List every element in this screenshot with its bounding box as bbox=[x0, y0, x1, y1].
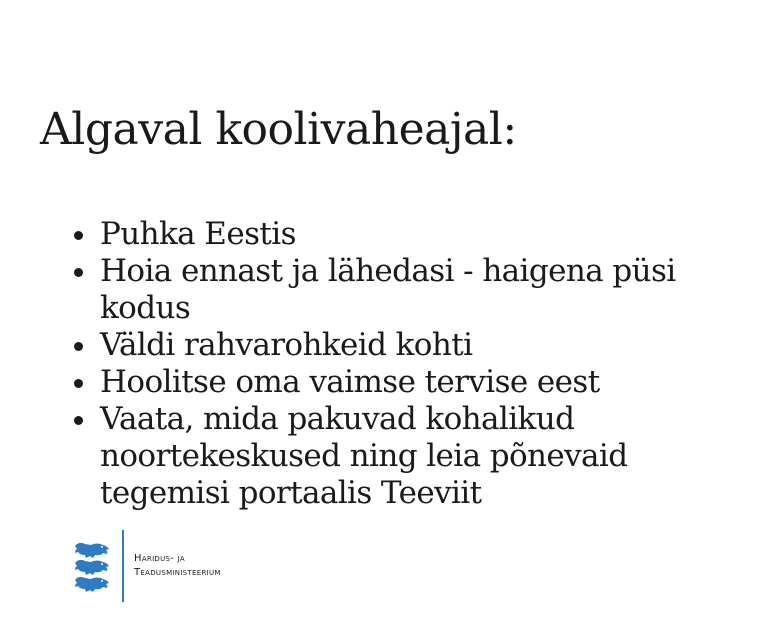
bullet-icon bbox=[74, 268, 83, 277]
ministry-name bbox=[134, 552, 221, 580]
list-item bbox=[72, 401, 722, 512]
ministry-name-line-2: Teadusministeerium bbox=[134, 567, 221, 578]
list-item bbox=[72, 327, 722, 364]
list-item bbox=[72, 364, 722, 401]
list-item-text: Puhka Eestis bbox=[100, 216, 296, 252]
ministry-logo bbox=[72, 530, 312, 602]
list-item bbox=[72, 253, 722, 327]
bullet-icon bbox=[74, 379, 83, 388]
bullet-list bbox=[72, 216, 722, 512]
slide-title: Algaval koolivaheajal: bbox=[40, 104, 517, 155]
bullet-icon bbox=[74, 416, 83, 425]
bullet-icon bbox=[74, 342, 83, 351]
three-lions-coat-of-arms-icon bbox=[72, 540, 112, 592]
list-item-text: Hoolitse oma vaimse tervise eest bbox=[100, 364, 600, 400]
list-item bbox=[72, 216, 722, 253]
ministry-name-line-1: Haridus- ja bbox=[134, 553, 186, 564]
bullet-icon bbox=[74, 231, 83, 240]
logo-divider bbox=[122, 530, 124, 602]
list-item-text: Väldi rahvarohkeid kohti bbox=[100, 327, 473, 363]
list-item-text: Vaata, mida pakuvad kohalikud noortekeskused ning leia põnevaid tegemisi portaalis Teeviit bbox=[100, 401, 628, 511]
list-item-text: Hoia ennast ja lähedasi - haigena püsi kodus bbox=[100, 253, 676, 326]
